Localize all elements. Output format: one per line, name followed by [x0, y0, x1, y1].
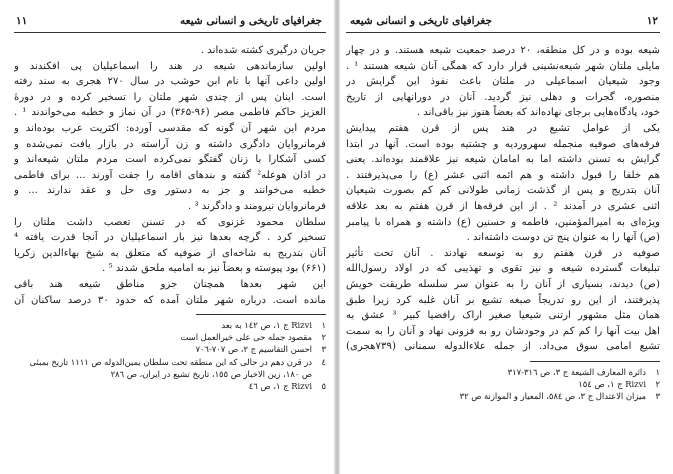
left-running-title: جغرافیای تاریخی و انسانی شیعه — [180, 15, 322, 27]
footnote-number: ٢ — [655, 379, 660, 390]
footnote — [14, 368, 326, 380]
footnote-number: ٤ — [321, 356, 326, 367]
text-line: (ص) آنها را به عنوان پنج تن دوست داشته‌اند . — [466, 232, 660, 244]
text-line: فرقه‌های صوفیه منجمله سهروردیه و چشتیه بوده است. آنها در ابتدا — [346, 138, 660, 150]
footnote-number: ١ — [655, 366, 660, 377]
footnote — [346, 378, 660, 390]
left-footnote-rule — [196, 314, 326, 315]
footnote-number: ١ — [321, 320, 326, 331]
text-line: مایلی ملتان شهر شیعه‌نشینی قرار دارد که همگی آنان شیعه هستند ¹ . — [346, 60, 660, 72]
text-line: العزیز حاکم فاطمی مصر (۹۶-۳۶۵) در آن نماز و خطبه می‌خواندند ¹ . — [14, 107, 326, 119]
footnote-text: Rizvi ج ١، ص ٤٦ — [248, 381, 312, 392]
text-line: در اذان هوعله² گفته و بندهای اقامه را جفت آورند ... برای فاطمی — [14, 169, 326, 181]
text-line: مردم این شهر آن گونه که مقدسی آورده: اکثریت عرب بوده‌اند و — [14, 122, 326, 134]
footnote-number: ٣ — [321, 344, 326, 355]
text-line: آنان بتدریج به شاخه‌ای از صوفیه که متعلق به شیخ بهاءالدین زکریا — [14, 247, 326, 259]
text-line: سلطان محمود غزنوی که در تسنن تعصب داشت ملتان را — [14, 216, 326, 228]
text-line: ویژه‌ای به امیرالمؤمنین، فاطمه و حسنین (ع) داشته و همراه با پیامبر — [346, 216, 660, 228]
left-page — [14, 14, 326, 466]
footnote-text: ص ١٨٠، زین الاخبار ص ١٥٥، تاریخ تشیع در ایران، ص ٢٨٦ — [110, 368, 312, 379]
text-line: اهل بیت آنها را کم کم در وجودشان رو به فزونی نهاد و آنان را به سمت — [346, 325, 660, 337]
text-line: فرمانروایان نیرومند و دادگرند ³ . — [187, 200, 326, 212]
text-line: تبلیغات گسترده شیعه و نیز تقوی و تهذیبی که در اولاد رسول‌الله — [346, 263, 660, 275]
text-line: این شهر بعدها همچنان جزو مناطق شیعه هند باقی — [14, 278, 326, 290]
footnote — [14, 319, 326, 331]
right-footnote-rule — [530, 361, 660, 362]
text-line: کسی آشکارا با زنان گفتگو نمی‌کرده است مردم ملتان شیعه‌اند و — [14, 154, 326, 166]
right-page-header — [346, 14, 660, 33]
footnote-number: ٢ — [321, 332, 326, 343]
footnote-text: Rizvi ج ١، ص ١٤٢ به بعد — [221, 320, 312, 331]
footnote — [14, 343, 326, 355]
text-line: اولین داعی آنها با نام ابن حوشب در سال ۲۷۰ هجری به سند رفته — [14, 76, 326, 88]
book-gutter — [334, 0, 340, 474]
text-line: خطبه می‌خوانند و جز به دستور وی حل و عقد ندارند ... و — [14, 185, 326, 197]
footnote-text: Rizvi ج ١، ص ١٥٤ — [578, 379, 646, 390]
footnote — [346, 390, 660, 402]
text-line: صوفیه در قرن هفتم رو به توسعه نهادند . آنان تحت تأثیر — [346, 247, 660, 259]
left-page-number: ١١ — [16, 15, 28, 27]
left-page-header — [14, 14, 326, 33]
text-line: آنان بتدریج و پس از گذشت زمانی طولانی کم کم بصورت شیعیان — [346, 185, 660, 197]
text-line: خود، پادگاه‌هایی برجای نهاده‌اند که بعضاً هنوز نیز باقی‌اند . — [416, 107, 660, 119]
left-footnotes — [14, 319, 326, 392]
text-line: (۶۶۱) بود پیوسته و بعضاً نیز به امامیه ملحق شدند ⁵ . — [101, 263, 326, 275]
footnote — [346, 366, 660, 378]
text-line: است. اینان پس از چندی شهر ملتان را تسخیر کرده و در دورهٔ — [14, 91, 326, 103]
right-running-title: جغرافیای تاریخی و انسانی شیعه — [350, 15, 492, 27]
footnote-text: میزان الاعتدال ج ٣، ص ٥٨٤، المعیار و الموازنة ص ٣٢ — [459, 391, 646, 402]
footnote-text: احسن التقاسیم ج ٢، ص ٧٠٧-٧٠٦ — [195, 344, 312, 355]
footnote — [14, 356, 326, 368]
text-line: تشیع امامی سوق می‌داد. از جمله علاءالدوله سمنانی (۷۳۹هجری) — [346, 341, 660, 353]
text-line: همان مثل مشهور ارتنی شیعیا صغیر اراک رافضیا کبیر ³ عشق به — [346, 310, 660, 322]
text-line: اولین سازماندهی شیعه در هند را اسماعیلیان پی افکندند و — [14, 60, 326, 72]
text-line: مانده است. درباره شهر ملتان آمده که حدود ۳۰ درصد ساکنان آن — [14, 294, 326, 306]
footnote-text: دائرة المعارف الشیعة ج ٣، ص ٣١٦-٣١٧ — [507, 366, 646, 377]
text-line: وجود شیعیان اسماعیلی در ملتان باعث نفوذ این گرایش در — [346, 76, 660, 88]
right-footnotes — [346, 366, 660, 403]
left-page-body — [14, 43, 326, 308]
text-line: گرایش به تسنن داشته اما به امامان شیعه نیز علاقمند بوده‌اند. یعنی — [346, 154, 660, 166]
footnote — [14, 331, 326, 343]
text-line: جریان درگیری کشته شده‌اند . — [200, 45, 326, 56]
footnote-text: در قرن دهم در حالی که این منطقه تحت سلطان یمین‌الدوله ص ١١١١ تاریخ بمبئی — [29, 356, 312, 367]
right-page-number: ١٢ — [646, 15, 658, 27]
text-line: اثنی عشری در آمدند ² . از این فرقه‌ها از قرن هفتم به بعد علاقه — [346, 200, 660, 212]
text-line: هم خلفا را قبول داشته و هم ائمه اثنی عشر (ع) را می‌پذیرفتند . — [346, 169, 660, 181]
right-page-body — [346, 43, 660, 355]
right-page — [346, 14, 660, 466]
text-line: یکی از عوامل تشیع در هند پس از قرن هفتم پیدایش — [346, 122, 660, 134]
text-line: فرمانروایان دادگری داشته و زن آراسته در بازار یافت نمی‌شده و — [14, 138, 326, 150]
text-line: شیعه بوده و در کل منطقه، ۲۰ درصد جمعیت شیعه هستند. و در چهار — [346, 45, 660, 56]
text-line: (ص) دیدند، بسیاری از آنان را به عنوان سر سلسله طریقت خویش — [346, 278, 660, 290]
text-line: تسخیر کرد . گرچه بعدها نیز بار اسماعیلیان در آنجا قدرت یافته ⁴ — [14, 232, 326, 244]
footnote — [14, 380, 326, 392]
text-line: پذیرفتند، از این رو تدریجاً صبغه تشیع بر آنان غلبه کرد زیرا طبق — [346, 294, 660, 306]
footnote-number: ٥ — [321, 381, 326, 392]
footnote-text: مقصود جمله حی علی خیرالعمل است — [180, 332, 312, 343]
text-line: منصوره، گجرات و دهلی نیز گردید. آنان در دورانهایی از تاریخ — [346, 91, 660, 103]
footnote-number: ٣ — [655, 391, 660, 402]
